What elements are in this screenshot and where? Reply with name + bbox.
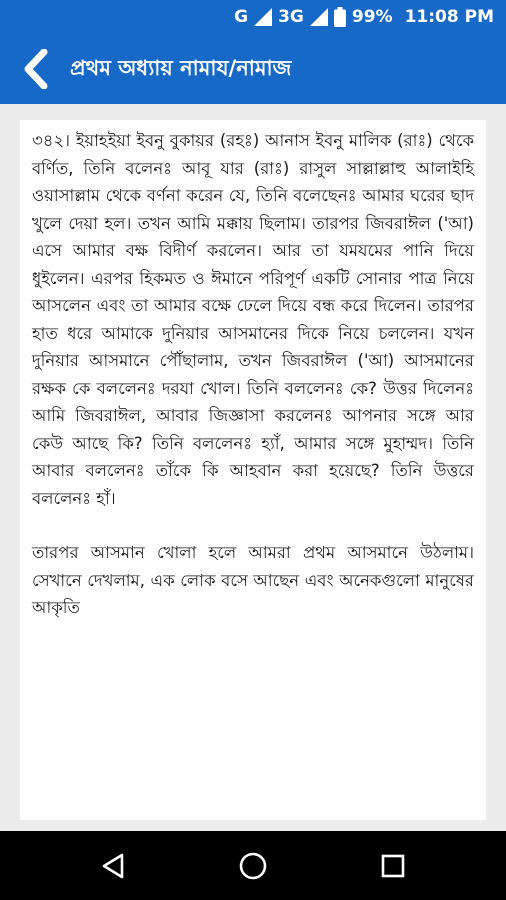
app-bar [0, 34, 506, 104]
network-type-label: 3G [278, 7, 304, 27]
network-label: G [234, 7, 249, 27]
battery-icon [334, 7, 346, 27]
signal-strength-icon [310, 8, 328, 26]
paragraph-gap [20, 512, 486, 539]
hadith-paragraph: ৩৪২। ইয়াহইয়া ইবনু বুকায়র (রহঃ) আনাস ইবনু মালিক (রাঃ) থেকে বর্ণিত, তিনি বলেনঃ আবূ যার (রাঃ) রাসুল সাল্লাল্লাহু আলাইহি ওয়াসাল্লাম থেকে বর্ণনা করেন যে, তিনি বলেছেনঃ আমার ঘরের ছাদ খুলে দেয়া হল। তখন আমি মক্কায় ছিলাম। তারপর জিবরাঈল ('আ) এসে আমার বক্ষ বিদীর্ণ করলেন। আর তা যমযমের পানি দিয়ে ধুইলেন। এরপর হিকমত ও ঈমানে পরিপূর্ণ একটি সোনার পাত্র নিয়ে আসলেন এবং তা আমার বক্ষে ঢেলে দিয়ে বন্ধ করে দিলেন। তারপর হাত ধরে আমাকে দুনিয়ার আসমানের দিকে নিয়ে চললেন। যখন দুনিয়ার আসমানে পৌঁছালাম, তখন জিবরাঈল ('আ) আসমানের রক্ষক কে বললেনঃ দরযা খোল। তিনি বললেনঃ কে? উত্তর দিলেনঃ আমি জিবরাঈল, আবার জিজ্ঞাসা করলেনঃ আপনার সঙ্গে আর কেউ আছে কি? তিনি বললেনঃ হ্যাঁ, আমার সঙ্গে মুহাম্মদ। তিনি আবার বললেনঃ তাঁকে কি আহবান করা হয়েছে? তিনি উত্তরে বললেনঃ হাঁ। [32, 131, 474, 508]
nav-back-button[interactable] [73, 831, 153, 900]
status-bar [0, 0, 506, 34]
battery-percent: 99% [351, 7, 393, 27]
chevron-left-icon [22, 49, 48, 89]
nav-recents-button[interactable] [353, 831, 433, 900]
signal-icon [254, 8, 272, 26]
content-card[interactable] [20, 120, 486, 820]
navigation-bar [0, 831, 506, 900]
page-title: প্রথম অধ্যায় নামায/নামাজ [70, 55, 292, 80]
back-button[interactable] [0, 34, 70, 104]
nav-home-button[interactable] [213, 831, 293, 900]
hadith-paragraph-continued: তারপর আসমান খোলা হলে আমরা প্রথম আসমানে উঠলাম। সেখানে দেখলাম, এক লোক বসে আছেন এবং অনেকগুলো মানুষের আকৃতি [32, 543, 474, 617]
triangle-back-icon [101, 853, 125, 879]
clock-time: 11:08 PM [404, 7, 494, 27]
status-indicators [234, 0, 494, 34]
square-recents-icon [380, 853, 406, 879]
circle-home-icon [238, 851, 268, 881]
